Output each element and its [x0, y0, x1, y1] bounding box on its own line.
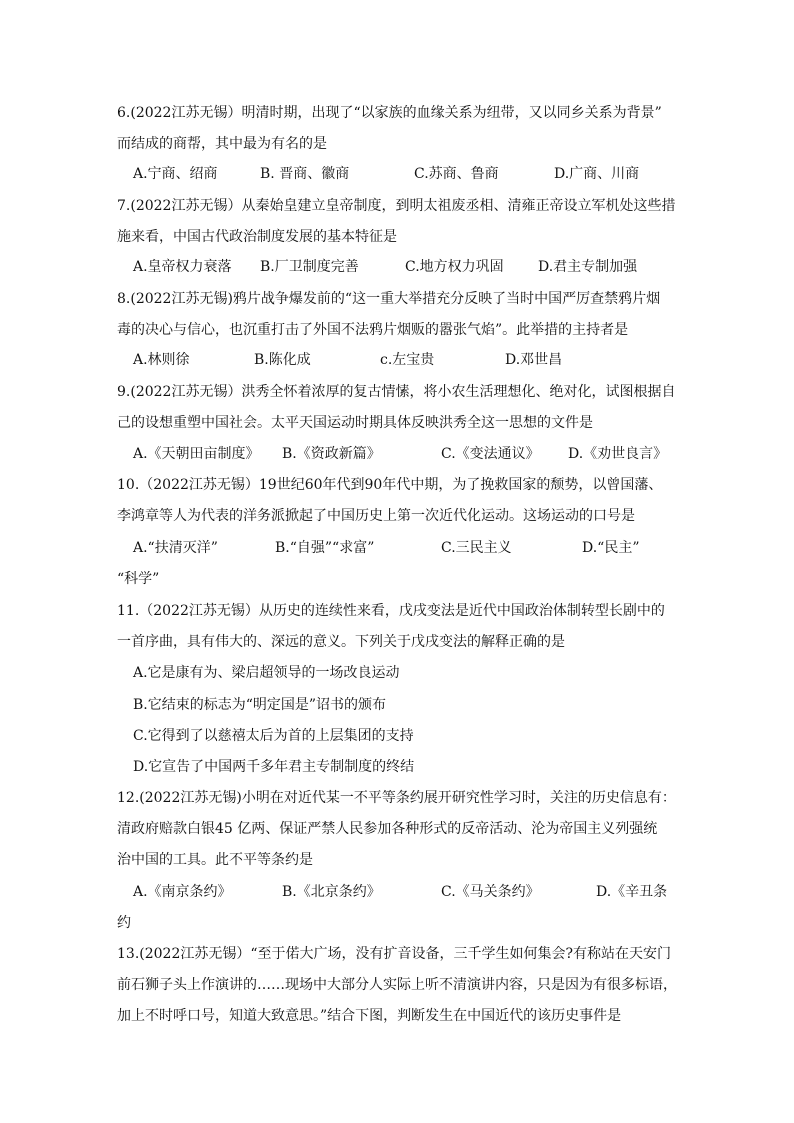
question-9-option-b: B.《资政新篇》 — [282, 446, 381, 462]
question-10-option-a: A.“扶清灭洋” — [133, 540, 218, 556]
question-10-option-c: C.三民主义 — [441, 540, 512, 556]
question-12-stem-line-2: 清政府赔款白银45 亿两、保证严禁人民参加各种形式的反帝活动、沦为帝国主义列强统 — [117, 821, 658, 837]
question-7-option-b: B.厂卫制度完善 — [260, 259, 359, 275]
question-6-option-d: D.广商、川商 — [554, 166, 640, 182]
question-6-option-a: A.宁商、绍商 — [133, 166, 218, 182]
question-11-stem-line-2: 一首序曲，具有伟大的、深远的意义。下列关于戊戌变法的解释正确的是 — [117, 634, 565, 650]
question-7-option-c: C.地方权力巩固 — [405, 259, 504, 275]
question-7-stem-line-2: 施来看，中国古代政治制度发展的基本特征是 — [117, 229, 397, 245]
question-11-option-b: B.它结束的标志为“明定国是”诏书的颁布 — [133, 697, 387, 713]
question-8-option-c: c.左宝贵 — [380, 352, 435, 368]
question-10-option-d-continued: “科学” — [117, 571, 160, 587]
question-13-stem-line-1: 13.(2022江苏无锡）“至于偌大广场，没有扩音设备，三千学生如何集会?有称站在天安门 — [117, 946, 672, 962]
question-8-option-b: B.陈化成 — [254, 352, 311, 368]
question-10-stem-line-2: 李鸿章等人为代表的洋务派掀起了中国历史上第一次近代化运动。这场运动的口号是 — [117, 508, 635, 524]
question-12-option-d-continued: 约 — [117, 915, 131, 931]
question-9-stem-line-1: 9.(2022江苏无锡）洪秀全怀着浓厚的复古情愫，将小农生活理想化、绝对化，试图根据自 — [117, 384, 676, 400]
question-6-option-c: C.苏商、鲁商 — [414, 166, 499, 182]
question-7-stem-line-1: 7.(2022江苏无锡）从秦始皇建立皇帝制度，到明太祖废丞相、清雍正帝设立军机处这些措 — [117, 198, 676, 214]
question-9-option-a: A.《天朝田亩制度》 — [133, 446, 260, 462]
question-12-stem-line-1: 12.(2022江苏无锡)小明在对近代某一不平等条约展开研究性学习时，关注的历史信息有： — [117, 790, 676, 806]
question-8-stem-line-2: 毒的决心与信心，也沉重打击了外国不法鸦片烟贩的嚣张气焰”。此举措的主持者是 — [117, 322, 629, 338]
question-8-stem-line-1: 8.(2022江苏无锡)鸦片战争爆发前的“这一重大举措充分反映了当时中国严厉查禁鸦片烟 — [117, 291, 661, 307]
question-11-option-c: C.它得到了以慈禧太后为首的上层集团的支持 — [133, 728, 414, 744]
question-6-option-b: B. 晋商、徽商 — [260, 166, 350, 182]
question-9-option-c: C.《变法通议》 — [441, 446, 540, 462]
question-7-option-d: D.君主专制加强 — [538, 259, 638, 275]
question-9-option-d: D.《劝世良言》 — [568, 446, 668, 462]
question-10-option-b: B.“自强”“求富” — [275, 540, 375, 556]
question-11-option-a: A.它是康有为、梁启超领导的一场改良运动 — [133, 665, 400, 681]
question-12-option-c: C.《马关条约》 — [441, 884, 540, 900]
question-8-option-a: A.林则徐 — [133, 352, 190, 368]
question-12-option-a: A.《南京条约》 — [133, 884, 232, 900]
question-6-stem-line-2: 而结成的商帮，其中最为有名的是 — [117, 136, 327, 152]
question-10-stem-line-1: 10.（2022江苏无锡）19世纪60年代到90年代中期，为了挽救国家的颓势，以曾国藩、 — [117, 477, 663, 493]
question-7-option-a: A.皇帝权力衰落 — [133, 259, 232, 275]
question-12-stem-line-3: 治中国的工具。此不平等条约是 — [117, 852, 313, 868]
question-12-option-b: B.《北京条约》 — [282, 884, 381, 900]
question-6-stem-line-1: 6.(2022江苏无锡）明清时期，出现了“以家族的血缘关系为纽带，又以同乡关系为背景” — [117, 105, 662, 121]
question-13-stem-line-2: 前石狮子头上作演讲的……现场中大部分人实际上听不清演讲内容，只是因为有很多标语， — [117, 977, 677, 993]
question-11-option-d: D.它宣告了中国两千多年君主专制制度的终结 — [133, 759, 415, 775]
question-13-stem-line-3: 加上不时呼口号，知道大致意思。”结合下图，判断发生在中国近代的该历史事件是 — [117, 1008, 622, 1024]
question-8-option-d: D.邓世昌 — [505, 352, 563, 368]
question-9-stem-line-2: 己的设想重塑中国社会。太平天国运动时期具体反映洪秀全这一思想的文件是 — [117, 415, 593, 431]
question-12-option-d: D.《辛丑条 — [596, 884, 668, 900]
question-10-option-d: D.“民主” — [582, 540, 640, 556]
question-11-stem-line-1: 11.（2022江苏无锡）从历史的连续性来看，戊戌变法是近代中国政治体制转型长剧中的 — [117, 603, 665, 619]
